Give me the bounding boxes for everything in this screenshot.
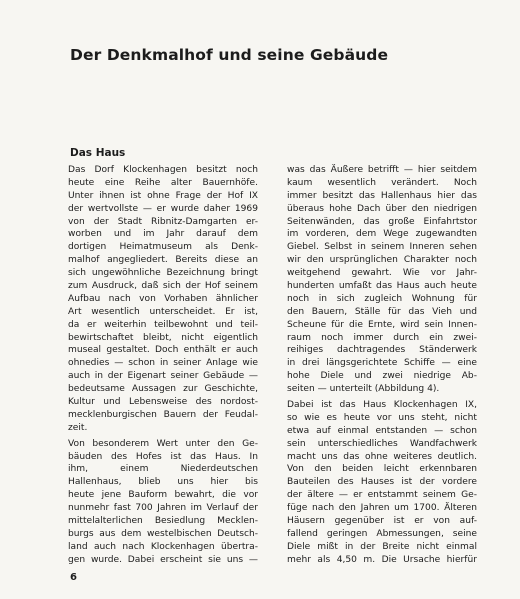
text-line: Diele mißt in der Breite nicht einmal — [287, 541, 477, 552]
text-line: Seitenwänden, das große Einfahrtstor — [287, 216, 477, 227]
text-line: macht uns das ohne weiteres deutlich. — [287, 451, 477, 462]
page-number: 6 — [70, 572, 77, 583]
text-line: sein unterschiedliches Wandfachwerk — [287, 438, 477, 449]
text-line: Hallenhaus, blieb uns hier bis — [68, 477, 258, 488]
text-line: land auch nach Klockenhagen übertra- — [68, 541, 258, 552]
text-line: gen wurde. Dabei erscheint sie uns — — [68, 554, 258, 565]
text-line: da er weiterhin teilbewohnt und teil- — [68, 319, 258, 330]
text-line: heute eine Reihe alter Bauernhöfe. — [68, 177, 258, 188]
text-line: bewirtschaftet bleibt, nicht eigentlich — [68, 332, 258, 343]
text-line: reihiges dachtragendes Ständerwerk — [287, 345, 477, 356]
text-line: weitgehend gewahrt. Wie vor Jahr- — [287, 268, 477, 279]
text-line: burgs aus dem westelbischen Deutsch- — [68, 528, 258, 539]
text-line: zum Ausdruck, daß sich der Hof seinem — [68, 281, 258, 292]
text-line: museal gestaltet. Doch enthält er auch — [68, 345, 258, 356]
text-line: raum noch immer durch ein zwei- — [287, 332, 477, 343]
text-line: Scheune für die Ernte, wird sein Innen- — [287, 319, 477, 330]
text-line: kaum wesentlich verändert. Noch — [287, 177, 477, 188]
text-line: malhof angegliedert. Bereits diese an — [68, 255, 258, 266]
text-line: etwa auf einmal entstanden — schon — [287, 425, 477, 436]
text-line: ohnedies — schon in seiner Anlage wie — [68, 358, 258, 369]
text-line: ihm, einem Niederdeutschen — [68, 464, 258, 475]
text-line: immer besitzt das Hallenhaus hier das — [287, 190, 477, 201]
text-line: im vorderen, dem Wege zugewandten — [287, 229, 477, 240]
text-line: dortigen Heimatmuseum als Denk- — [68, 242, 258, 253]
section-heading: Das Haus — [70, 147, 126, 159]
text-line: bedeutsame Aussagen zur Geschichte, — [68, 384, 258, 395]
text-line: füge nach den Jahren um 1700. Älteren — [287, 503, 477, 514]
text-line: Kultur und Lebensweise des nordost- — [68, 397, 258, 408]
text-line: mecklenburgischen Bauern der Feudal- — [68, 409, 258, 420]
text-line: Häusern gegenüber ist er von auf- — [287, 516, 477, 527]
text-line: nunmehr fast 700 Jahren im Verlauf der — [68, 503, 258, 514]
text-line: den Bauern, Ställe für das Vieh und — [287, 306, 477, 317]
text-line: hohe Diele und zwei niedrige Ab- — [287, 371, 477, 382]
text-line: sich ungewöhnliche Bezeichnung bringt — [68, 268, 258, 279]
text-line: von der Stadt Ribnitz-Damgarten er- — [68, 216, 258, 227]
text-line: heute jene Bauform bewahrt, die vor — [68, 490, 258, 501]
text-line: zeit. — [68, 422, 88, 433]
text-line: so wie es heute vor uns steht, nicht — [287, 412, 477, 423]
text-line: Bauteilen des Hauses ist der vordere — [287, 477, 477, 488]
text-line: wir den ursprünglichen Charakter noch — [287, 255, 477, 266]
text-line: seiten — unterteilt (Abbildung 4). — [287, 384, 440, 395]
text-line: Giebel. Selbst in seinem Inneren sehen — [287, 242, 477, 253]
text-line: auch in der Eigenart seiner Gebäude — — [68, 371, 258, 382]
text-line: Von den beiden leicht erkennbaren — [287, 464, 477, 475]
text-line: überaus hohe Dach über den niedrigen — [287, 203, 477, 214]
text-line: worben und im Jahr darauf dem — [68, 229, 258, 240]
text-line: Von besonderem Wert unter den Ge- — [68, 438, 258, 449]
text-line: Das Dorf Klockenhagen besitzt noch — [68, 165, 258, 175]
text-line: noch in sich zugleich Wohnung für — [287, 293, 477, 304]
text-line: Art wesentlich unterscheidet. Er ist, — [68, 306, 258, 317]
left-text-column — [68, 164, 258, 567]
text-line: der wertvollste — er wurde daher 1969 — [68, 203, 258, 214]
text-line: mittelalterlichen Besiedlung Mecklen- — [68, 516, 258, 527]
text-line: in drei längsgerichtete Schiffe — eine — [287, 358, 477, 369]
page-title: Der Denkmalhof und seine Gebäude — [70, 46, 389, 64]
text-line: fallend geringen Abmessungen, seine — [287, 528, 477, 539]
text-line: Unter ihnen ist ohne Frage der Hof IX — [68, 190, 258, 201]
right-text-column — [287, 164, 477, 567]
text-line: bäuden des Hofes ist das Haus. In — [68, 451, 258, 462]
text-line: Dabei ist das Haus Klockenhagen IX, — [287, 400, 477, 411]
text-line: Aufbau nach von Vorhaben ähnlicher — [68, 293, 258, 304]
text-line: der ältere — er entstammt seinem Ge- — [287, 490, 477, 501]
text-line: was das Äußere betrifft — hier seitdem — [287, 165, 477, 175]
text-line: hunderten umfaßt das Haus auch heute — [287, 281, 477, 292]
text-line: mehr als 4,50 m. Die Ursache hierfür — [287, 554, 477, 565]
